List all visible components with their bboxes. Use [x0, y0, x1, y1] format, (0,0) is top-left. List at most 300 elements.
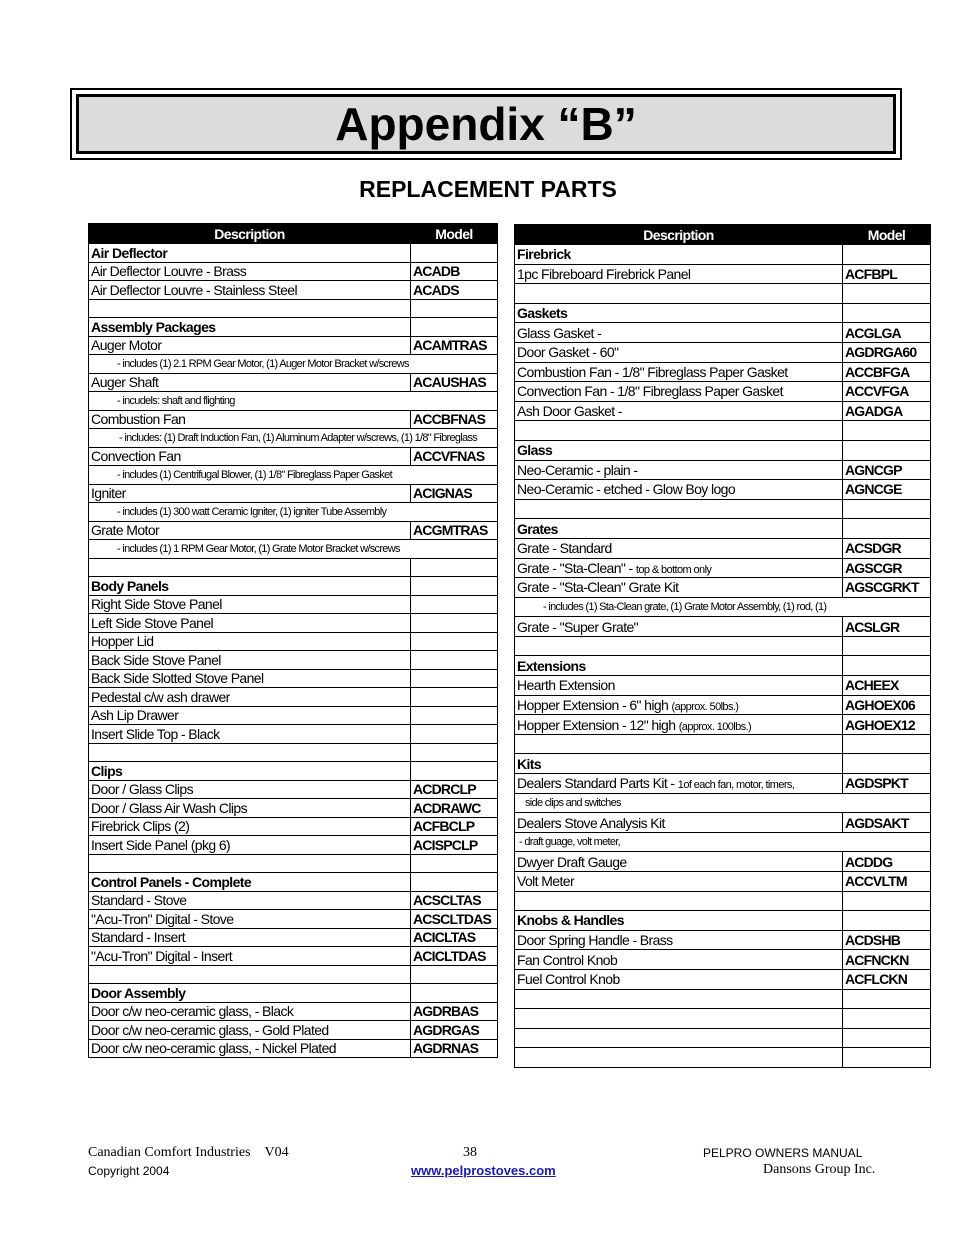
item-note: side clips and switches	[515, 793, 931, 813]
part-description	[515, 264, 843, 284]
part-model	[411, 854, 498, 873]
part-description-detail: top & bottom only	[635, 563, 712, 576]
part-model: AGSCGR	[843, 558, 931, 578]
table-row	[515, 401, 931, 421]
part-description-text: Door / Glass Air Wash Clips	[91, 799, 247, 816]
part-model	[843, 421, 931, 441]
part-description-text: Door Gasket - 60"	[517, 344, 619, 361]
footer-company	[88, 1145, 289, 1161]
table-row	[515, 342, 931, 362]
part-model	[843, 656, 931, 676]
part-model: ACDSHB	[843, 930, 931, 950]
part-model	[411, 299, 498, 318]
part-description-text: Standard - Insert	[91, 929, 186, 946]
table-row	[89, 706, 498, 725]
part-description	[515, 401, 843, 421]
part-model: ACFLCKN	[843, 969, 931, 989]
table-row	[89, 521, 498, 540]
part-description-text: Dwyer Draft Gauge	[517, 853, 627, 870]
part-description-text: Hearth Extension	[517, 677, 615, 694]
part-description-text: Extensions	[517, 657, 586, 674]
category-row	[515, 245, 931, 265]
part-model: ACDRCLP	[411, 780, 498, 799]
footer-manual-title: PELPRO OWNERS MANUAL	[703, 1146, 863, 1160]
category-row	[89, 577, 498, 596]
part-model	[411, 725, 498, 744]
part-description-text: Grate - Standard	[517, 540, 612, 557]
part-description	[515, 636, 843, 656]
footer-company-name: Canadian Comfort Industries	[88, 1145, 251, 1160]
blank-row	[515, 891, 931, 911]
category-row	[515, 440, 931, 460]
part-description	[89, 299, 411, 318]
table-row	[515, 264, 931, 284]
table-row	[515, 578, 931, 598]
part-description-text: "Acu-Tron" Digital - Stove	[91, 910, 234, 927]
part-description-text: Air Deflector Louvre - Brass	[91, 263, 247, 280]
part-model	[843, 519, 931, 539]
parts-table-left	[88, 223, 498, 1058]
part-description	[515, 715, 843, 735]
part-model: ACDRAWC	[411, 799, 498, 818]
part-model	[843, 245, 931, 265]
part-description	[89, 632, 411, 651]
part-model: ACFBCLP	[411, 817, 498, 836]
table-row	[89, 799, 498, 818]
part-description	[89, 817, 411, 836]
part-description	[515, 852, 843, 872]
item-note: - includes (1) 2.1 RPM Gear Motor, (1) Auger Motor Bracket w/screws	[89, 355, 498, 374]
table-row	[89, 928, 498, 947]
table-row	[89, 373, 498, 392]
part-description	[89, 373, 411, 392]
header-model: Model	[843, 225, 931, 245]
category-label	[515, 440, 843, 460]
table-row	[89, 947, 498, 966]
part-description	[89, 614, 411, 633]
part-description-text: Hopper Extension - 6" high	[517, 696, 669, 713]
part-description	[515, 969, 843, 989]
part-model	[411, 632, 498, 651]
part-description-text: Left Side Stove Panel	[91, 614, 214, 631]
part-description-text: Body Panels	[91, 577, 169, 594]
part-model	[411, 558, 498, 577]
table-note-row	[89, 392, 498, 411]
table-row	[89, 281, 498, 300]
part-model: ACCVLTM	[843, 872, 931, 892]
part-description-text: Hopper Extension - 12" high	[517, 716, 676, 733]
category-label	[89, 318, 411, 337]
blank-row	[515, 284, 931, 304]
part-description-text: Kits	[517, 755, 542, 772]
category-label	[515, 754, 843, 774]
part-description-text: Ash Door Gasket -	[517, 403, 622, 420]
part-model: ACFNCKN	[843, 950, 931, 970]
part-model	[411, 595, 498, 614]
blank-row	[515, 1048, 931, 1068]
part-model: AGADGA	[843, 401, 931, 421]
part-model	[411, 577, 498, 596]
part-model: ACCVFNAS	[411, 447, 498, 466]
item-note: - includes: (1) Draft Induction Fan, (1) Aluminum Adapter w/screws, (1) 1/8" Fibreglass	[89, 429, 498, 448]
part-description	[515, 1028, 843, 1048]
part-description	[515, 695, 843, 715]
part-description-text: Standard - Stove	[91, 892, 187, 909]
part-model: ACICLTAS	[411, 928, 498, 947]
table-row	[89, 336, 498, 355]
part-description	[515, 499, 843, 519]
part-description	[515, 734, 843, 754]
part-description-text: Clips	[91, 762, 123, 779]
parts-table-right	[514, 224, 931, 1068]
table-row	[515, 558, 931, 578]
part-description	[89, 336, 411, 355]
part-model	[843, 1028, 931, 1048]
part-description	[515, 538, 843, 558]
part-description	[515, 421, 843, 441]
category-row	[89, 244, 498, 263]
part-description	[515, 342, 843, 362]
part-model: ACSCLTDAS	[411, 910, 498, 929]
table-row	[89, 817, 498, 836]
table-row	[89, 1002, 498, 1021]
item-note: - incudels: shaft and flighting	[89, 392, 498, 411]
table-note-row	[515, 597, 931, 617]
part-description	[515, 578, 843, 598]
part-description	[515, 1048, 843, 1068]
header-model: Model	[411, 224, 498, 244]
part-description	[89, 688, 411, 707]
part-model: ACIGNAS	[411, 484, 498, 503]
footer-copyright: Copyright 2004	[88, 1164, 170, 1178]
table-row	[89, 688, 498, 707]
table-header-row	[89, 224, 498, 244]
part-model: AGNCGP	[843, 460, 931, 480]
part-description-text: Combustion Fan	[91, 411, 186, 428]
category-label	[89, 762, 411, 781]
part-model: ACADS	[411, 281, 498, 300]
category-row	[515, 303, 931, 323]
table-row	[515, 382, 931, 402]
part-model: ACCBFGA	[843, 362, 931, 382]
blank-row	[515, 499, 931, 519]
part-model	[843, 284, 931, 304]
part-description-text: Neo-Ceramic - plain -	[517, 461, 638, 478]
part-model	[843, 754, 931, 774]
category-row	[89, 762, 498, 781]
part-description-text: Insert Side Panel (pkg 6)	[91, 836, 231, 853]
part-description-text: Pedestal c/w ash drawer	[91, 688, 230, 705]
part-description-text: Air Deflector	[91, 244, 168, 261]
part-description-text: Gaskets	[517, 305, 568, 322]
table-row	[515, 872, 931, 892]
website-link[interactable]: www.pelprostoves.com	[411, 1163, 556, 1178]
part-description-text: Back Side Slotted Stove Panel	[91, 670, 264, 687]
table-row	[515, 538, 931, 558]
table-row	[515, 930, 931, 950]
part-description-text: Fuel Control Knob	[517, 971, 620, 988]
part-description	[515, 774, 843, 794]
part-model: ACSCLTAS	[411, 891, 498, 910]
part-model	[411, 614, 498, 633]
part-description	[89, 1002, 411, 1021]
page-number: 38	[463, 1145, 477, 1160]
table-note-row	[89, 429, 498, 448]
part-description	[89, 484, 411, 503]
part-description	[89, 891, 411, 910]
part-description-text: Grate Motor	[91, 522, 160, 539]
part-description-text: Convection Fan - 1/8" Fibreglass Paper Gasket	[517, 383, 783, 400]
table-row	[89, 780, 498, 799]
part-description	[515, 813, 843, 833]
part-model: ACGMTRAS	[411, 521, 498, 540]
part-model	[411, 244, 498, 263]
footer-version: V04	[264, 1145, 289, 1160]
page-title: Appendix “B”	[335, 98, 637, 150]
part-description	[89, 910, 411, 929]
blank-row	[89, 558, 498, 577]
part-description	[515, 362, 843, 382]
table-row	[515, 676, 931, 696]
category-row	[515, 911, 931, 931]
part-description	[89, 595, 411, 614]
part-description-text: Door c/w neo-ceramic glass, - Nickel Plated	[91, 1040, 336, 1057]
part-description-text: Dealers Standard Parts Kit -	[517, 775, 675, 792]
part-model: AGDSPKT	[843, 774, 931, 794]
part-model	[411, 965, 498, 984]
part-description-text: Ash Lip Drawer	[91, 707, 179, 724]
blank-row	[89, 965, 498, 984]
table-note-row	[89, 466, 498, 485]
part-description	[89, 521, 411, 540]
part-description-text: Grate - "Sta-Clean" -	[517, 559, 633, 576]
part-description-text: Insert Slide Top - Black	[91, 725, 220, 742]
part-model: ACSLGR	[843, 617, 931, 637]
part-model	[411, 706, 498, 725]
category-row	[89, 873, 498, 892]
blank-row	[89, 743, 498, 762]
footer-group: Dansons Group Inc.	[763, 1162, 876, 1177]
table-row	[89, 1039, 498, 1058]
table-row	[89, 262, 498, 281]
part-model: AGDSAKT	[843, 813, 931, 833]
part-description	[515, 382, 843, 402]
part-description-text: Dealers Stove Analysis Kit	[517, 814, 665, 831]
table-note-row	[89, 355, 498, 374]
category-label	[89, 244, 411, 263]
header-description: Description	[89, 224, 411, 244]
part-model: AGDRGA60	[843, 342, 931, 362]
part-model	[411, 651, 498, 670]
part-model: ACICLTDAS	[411, 947, 498, 966]
part-model	[411, 762, 498, 781]
table-row	[89, 447, 498, 466]
category-label	[515, 911, 843, 931]
category-row	[515, 519, 931, 539]
part-description	[515, 480, 843, 500]
part-model	[411, 669, 498, 688]
table-note-row	[89, 540, 498, 559]
part-model	[843, 499, 931, 519]
part-description	[89, 965, 411, 984]
part-description	[515, 989, 843, 1009]
part-description	[515, 1009, 843, 1029]
part-model	[843, 911, 931, 931]
table-row	[515, 617, 931, 637]
part-description-text: Grates	[517, 520, 558, 537]
category-row	[89, 318, 498, 337]
part-model	[411, 688, 498, 707]
table-row	[515, 480, 931, 500]
part-description-text: Firebrick Clips (2)	[91, 818, 190, 835]
item-note: - draft guage, volt meter,	[515, 832, 931, 852]
part-model: AGDRNAS	[411, 1039, 498, 1058]
item-note: - includes (1) 300 watt Ceramic Igniter, (1) igniter Tube Assembly	[89, 503, 498, 522]
part-description-text: Combustion Fan - 1/8" Fibreglass Paper Gasket	[517, 363, 788, 380]
category-row	[89, 984, 498, 1003]
table-row	[89, 1021, 498, 1040]
part-description	[89, 558, 411, 577]
part-model: ACAMTRAS	[411, 336, 498, 355]
part-description	[515, 950, 843, 970]
table-row	[515, 323, 931, 343]
part-model	[411, 984, 498, 1003]
part-description	[89, 780, 411, 799]
table-row	[515, 774, 931, 794]
part-description	[515, 891, 843, 911]
table-note-row	[515, 793, 931, 813]
part-model	[843, 636, 931, 656]
blank-row	[515, 734, 931, 754]
part-model: AGHOEX12	[843, 715, 931, 735]
part-description-text: Grate - "Sta-Clean" Grate Kit	[517, 579, 679, 596]
part-description	[89, 281, 411, 300]
category-row	[515, 656, 931, 676]
item-note: - includes (1) 1 RPM Gear Motor, (1) Grate Motor Bracket w/screws	[89, 540, 498, 559]
table-row	[89, 632, 498, 651]
part-description	[89, 706, 411, 725]
part-model: ACGLGA	[843, 323, 931, 343]
part-description	[89, 725, 411, 744]
part-description	[89, 651, 411, 670]
part-description-text: Door c/w neo-ceramic glass, - Gold Plated	[91, 1021, 329, 1038]
title-banner	[70, 88, 902, 160]
table-row	[89, 725, 498, 744]
part-model: ACCVFGA	[843, 382, 931, 402]
part-description	[89, 743, 411, 762]
part-model	[843, 440, 931, 460]
table-row	[89, 595, 498, 614]
table-row	[89, 614, 498, 633]
part-model	[411, 743, 498, 762]
blank-row	[515, 989, 931, 1009]
table-row	[89, 836, 498, 855]
part-model: ACCBFNAS	[411, 410, 498, 429]
part-description-text: Igniter	[91, 485, 126, 502]
category-label	[515, 656, 843, 676]
part-description-detail: (approx. 50lbs.)	[671, 700, 739, 713]
part-description-text: Hopper Lid	[91, 633, 154, 650]
table-note-row	[89, 503, 498, 522]
part-model	[843, 734, 931, 754]
part-description-text: Firebrick	[517, 246, 571, 263]
table-header-row	[515, 225, 931, 245]
part-description-text: Knobs & Handles	[517, 912, 624, 929]
part-description-text: Auger Shaft	[91, 374, 159, 391]
part-description	[515, 872, 843, 892]
part-description-text: Right Side Stove Panel	[91, 596, 222, 613]
table-row	[89, 484, 498, 503]
part-description	[515, 323, 843, 343]
part-model: AGHOEX06	[843, 695, 931, 715]
category-label	[515, 303, 843, 323]
part-description-text: "Acu-Tron" Digital - Insert	[91, 947, 233, 964]
part-description-text: Door c/w neo-ceramic glass, - Black	[91, 1003, 294, 1020]
part-model: ACSDGR	[843, 538, 931, 558]
table-row	[515, 969, 931, 989]
part-model: AGDRGAS	[411, 1021, 498, 1040]
part-description	[89, 669, 411, 688]
part-model: AGNCGE	[843, 480, 931, 500]
part-description-text: Grate - "Super Grate"	[517, 618, 639, 635]
part-model: AGSCGRKT	[843, 578, 931, 598]
part-description-text: Assembly Packages	[91, 318, 216, 335]
part-model	[411, 318, 498, 337]
table-row	[89, 669, 498, 688]
part-description-text: Convection Fan	[91, 448, 181, 465]
header-description: Description	[515, 225, 843, 245]
part-description-text: Door Assembly	[91, 984, 186, 1001]
part-model: ACDDG	[843, 852, 931, 872]
part-model: AGDRBAS	[411, 1002, 498, 1021]
part-description-text: Glass Gasket -	[517, 324, 602, 341]
part-description-text: Neo-Ceramic - etched - Glow Boy logo	[517, 481, 736, 498]
table-row	[89, 410, 498, 429]
part-model	[843, 303, 931, 323]
table-row	[515, 715, 931, 735]
title-banner-inner	[76, 94, 896, 154]
part-model: ACFBPL	[843, 264, 931, 284]
table-row	[89, 891, 498, 910]
table-row	[89, 651, 498, 670]
table-row	[515, 813, 931, 833]
item-note: - includes (1) Sta-Clean grate, (1) Grate Motor Assembly, (1) rod, (1)	[515, 597, 931, 617]
blank-row	[89, 299, 498, 318]
blank-row	[89, 854, 498, 873]
part-description	[89, 1021, 411, 1040]
category-label	[89, 873, 411, 892]
blank-row	[515, 1009, 931, 1029]
table-row	[89, 910, 498, 929]
part-description	[89, 947, 411, 966]
part-description-detail: (approx. 100lbs.)	[678, 720, 752, 733]
part-description-text: Fan Control Knob	[517, 951, 618, 968]
part-description	[515, 284, 843, 304]
part-description-text: Air Deflector Louvre - Stainless Steel	[91, 281, 297, 298]
table-row	[515, 695, 931, 715]
part-description	[89, 836, 411, 855]
part-description	[515, 558, 843, 578]
part-model: ACISPCLP	[411, 836, 498, 855]
category-label	[515, 245, 843, 265]
category-row	[515, 754, 931, 774]
part-model: ACHEEX	[843, 676, 931, 696]
part-description-text: Door / Glass Clips	[91, 781, 194, 798]
part-description	[89, 447, 411, 466]
part-description	[89, 410, 411, 429]
blank-row	[515, 636, 931, 656]
part-description-text: Auger Motor	[91, 337, 162, 354]
